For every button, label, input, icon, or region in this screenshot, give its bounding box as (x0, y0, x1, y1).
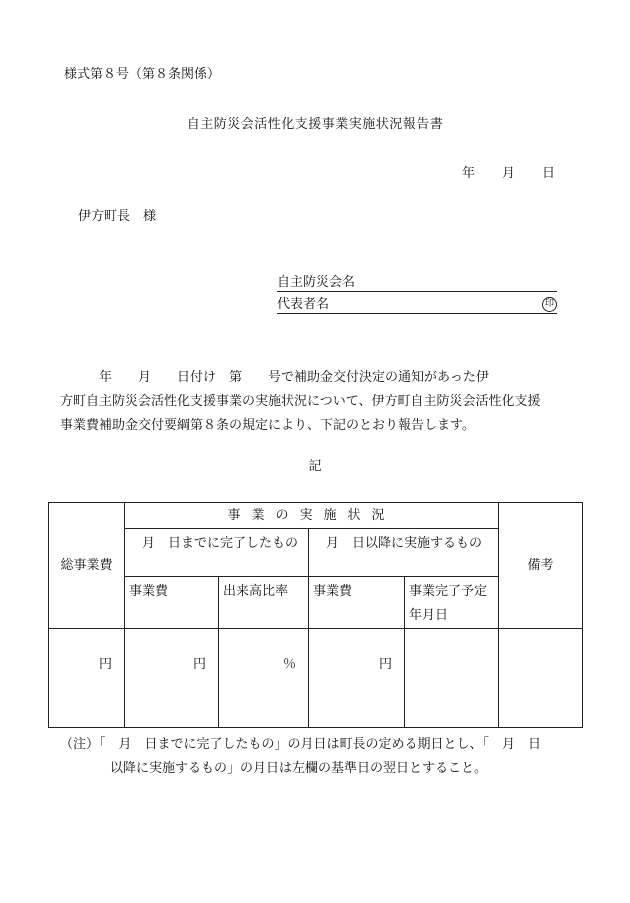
total-cost-header: 総事業費 (49, 503, 125, 629)
cost-header-2: 事業費 (309, 577, 405, 629)
organization-name-label: 自主防災会名 (277, 275, 356, 290)
footnote-line-1: （注）「 月 日までに完了したもの」の月日は町長の定める期日とし、「 月 日 (60, 737, 542, 752)
completion-date-header: 事業完了予定年月日 (405, 577, 499, 629)
progress-rate-cell: ％ (219, 629, 309, 728)
after-date-header: 月 日以降に実施するもの (309, 529, 499, 577)
completed-by-header: 月 日までに完了したもの (125, 529, 309, 577)
footnote-line-2: 以降に実施するもの」の月日は左欄の基準日の翌日とすること。 (110, 761, 488, 776)
representative-label: 代表者名 (277, 297, 330, 312)
total-cost-cell: 円 (49, 629, 125, 728)
date-year: 年 (462, 166, 476, 181)
representative-line (277, 298, 557, 314)
cost-cell-2: 円 (309, 629, 405, 728)
cost-header-1: 事業費 (125, 577, 219, 629)
status-header: 事業の実施状況 (125, 503, 499, 529)
addressee: 伊方町長 様 (78, 209, 157, 224)
ki-heading: 記 (308, 459, 322, 474)
cost-cell-1: 円 (125, 629, 219, 728)
progress-rate-header: 出来高比率 (219, 577, 309, 629)
date-month: 月 (502, 166, 516, 181)
seal-icon: 印 (542, 297, 557, 312)
document-title: 自主防災会活性化支援事業実施状況報告書 (186, 117, 444, 132)
report-body (60, 366, 580, 438)
footnote (60, 733, 590, 781)
body-line: 年 月 日付け 第 号で補助金交付決定の通知があった伊 (60, 370, 489, 385)
organization-name-line (277, 276, 557, 292)
remarks-cell (499, 629, 583, 728)
date-day: 日 (542, 166, 556, 181)
form-number: 様式第８号（第８条関係） (64, 67, 221, 82)
body-line: 方町自主防災会活性化支援事業の実施状況について、伊方町自主防災会活性化支援 (60, 394, 541, 409)
body-line: 事業費補助金交付要綱第８条の規定により、下記のとおり報告します。 (60, 418, 475, 433)
remarks-header: 備考 (499, 503, 583, 629)
completion-date-cell (405, 629, 499, 728)
status-table (48, 502, 583, 728)
